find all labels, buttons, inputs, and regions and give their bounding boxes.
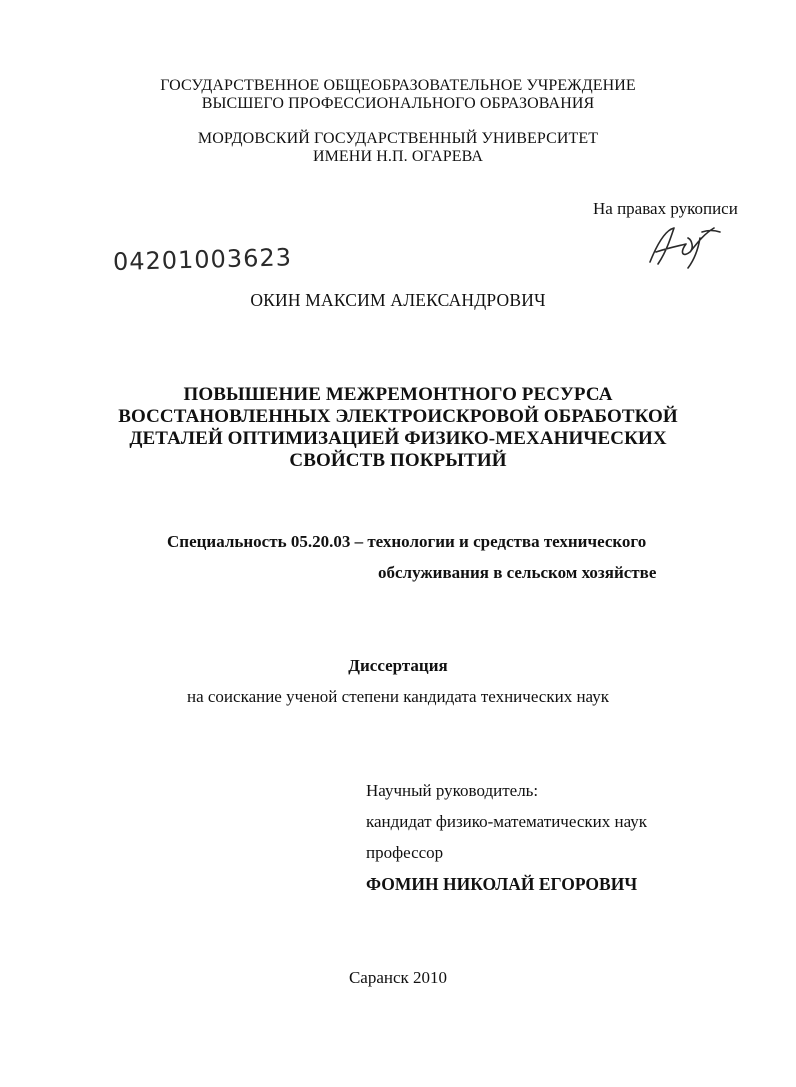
specialty-line-2: обслуживания в сельском хозяйстве (378, 563, 657, 582)
signature-icon (644, 222, 724, 270)
supervisor-rank: профессор (366, 843, 444, 862)
supervisor-name: ФОМИН НИКОЛАЙ ЕГОРОВИЧ (366, 874, 638, 894)
university-name-line-2: ИМЕНИ Н.П. ОГАРЕВА (312, 148, 484, 165)
place-year: Саранск 2010 (348, 968, 448, 987)
supervisor-degree: кандидат физико-математических наук (366, 812, 648, 831)
institution-line-2: ВЫСШЕГО ПРОФЕССИОНАЛЬНОГО ОБРАЗОВАНИЯ (201, 95, 595, 112)
title-line: ПОВЫШЕНИЕ МЕЖРЕМОНТНОГО РЕСУРСА (183, 384, 613, 405)
title-line: ВОССТАНОВЛЕННЫХ ЭЛЕКТРОИСКРОВОЙ ОБРАБОТКОЙ (118, 406, 678, 427)
degree-statement: на соискание ученой степени кандидата технических наук (186, 687, 609, 706)
author-name: ОКИН МАКСИМ АЛЕКСАНДРОВИЧ (250, 290, 546, 310)
title-line: ДЕТАЛЕЙ ОПТИМИЗАЦИЕЙ ФИЗИКО-МЕХАНИЧЕСКИХ (129, 428, 667, 449)
institution-line-1: ГОСУДАРСТВЕННОЕ ОБЩЕОБРАЗОВАТЕЛЬНОЕ УЧРЕЖДЕНИЕ (160, 77, 636, 94)
document-type: Диссертация (348, 656, 448, 675)
university-line-1: МОРДОВСКИЙ ГОСУДАРСТВЕННЫЙ УНИВЕРСИТЕТ (197, 130, 599, 147)
specialty-line-1: Специальность 05.20.03 – технологии и средства технического (167, 532, 647, 551)
manuscript-note: На правах рукописи (593, 199, 738, 218)
title-line: СВОЙСТВ ПОКРЫТИЙ (289, 450, 507, 471)
supervisor-label: Научный руководитель: (366, 781, 539, 800)
handwritten-registration-number: 04201003623 (112, 243, 293, 276)
